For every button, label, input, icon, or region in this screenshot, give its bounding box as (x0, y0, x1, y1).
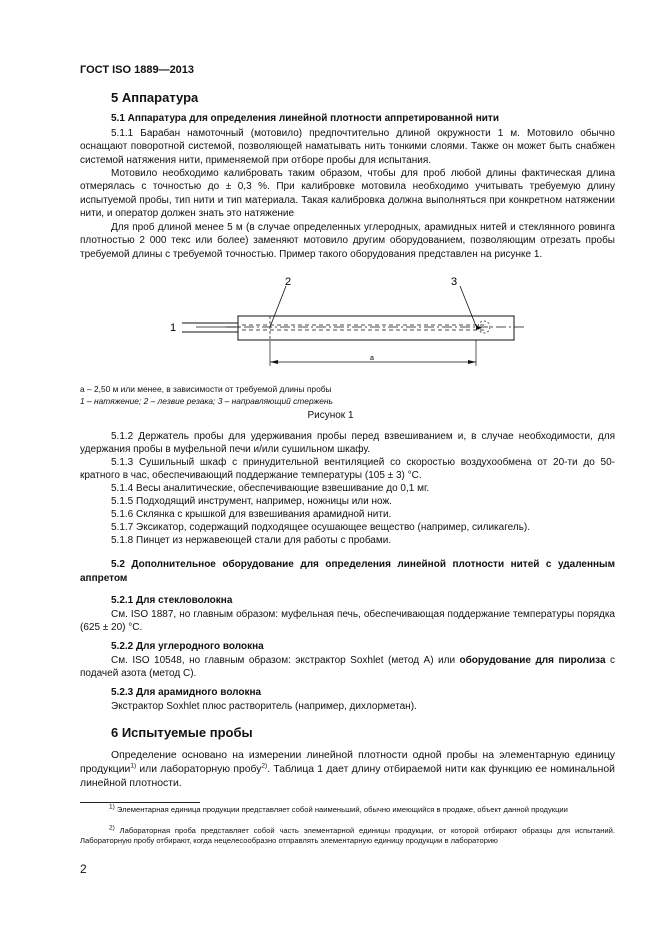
figure-label-1: 1 (170, 322, 177, 334)
footnote-mark-1: 1) (109, 803, 115, 811)
section-5-2-title: 5.2 Дополнительное оборудование для определения линейной плотности нитей с удаленным аппретом (80, 559, 615, 584)
footnote-ref-2: 2) (261, 762, 268, 770)
figure-label-a: a (370, 355, 374, 362)
text-part: или лабораторную пробу (136, 764, 262, 775)
item-5-1-6: 5.1.6 Склянка с крышкой для взвешивания арамидной нити. (111, 509, 392, 520)
dim-arrow-right (468, 360, 476, 364)
footnote-text-2: Лабораторная проба представляет собой часть элементарной единицы продукции, от которой отбирают образцы для испытаний. Лабораторную пробу отбирают, когда нецелесообразно отправлять элементарную единицу продукции в лабораторию (80, 826, 615, 845)
figure-label-2: 2 (285, 276, 292, 288)
text-part: . Таблица 1 дает длину отбираемой нити как функцию ее номинальной линейной плотности. (80, 764, 615, 789)
figure-note-items: 1 – натяжение; 2 – лезвие резака; 3 – направляющий стержень (80, 396, 333, 406)
leader-line-3 (460, 286, 476, 326)
section-6-title: 6 Испытуемые пробы (111, 725, 253, 740)
footnote-separator (80, 802, 200, 803)
paragraph-calibration: Мотовило необходимо калибровать таким образом, чтобы для проб любой длины фактическая длина отмерялась с точностью до ± 0,3 %. При калибровке мотовила необходимо учитывать требуемую длину испытуемой пробы, тип нити и тип материала. Такая калибровка должна выполняться при конкретном натяжении нити, и оператор должен знать это натяжение (80, 168, 615, 219)
page-number: 2 (80, 862, 87, 876)
figure-note-a: a – 2,50 м или менее, в зависимости от требуемой длины пробы (80, 384, 332, 394)
paragraph-5-1-2: 5.1.2 Держатель пробы для удерживания пробы перед взвешиванием и, в случае необходимости, для удержания пробы в муфельной печи и/или сушильном шкафу. (80, 431, 615, 456)
section-5-2-1-text: См. ISO 1887, но главным образом: муфельная печь, обеспечивающая поддержание температуры порядка (625 ± 20) °С. (80, 609, 615, 634)
section-5-2-1-title: 5.2.1 Для стекловолокна (111, 595, 233, 606)
paragraph-5-1-3: 5.1.3 Сушильный шкаф с принудительной вентиляцией со скоростью воздухообмена от 20-ти до 50-кратного в час, обеспечивающий поддержание температуры (105 ± 3) °С. (80, 457, 615, 482)
footnote-mark-2: 2) (109, 824, 115, 832)
section-5-2-3-text: Экстрактор Soxhlet плюс растворитель (например, дихлорметан). (111, 701, 417, 712)
document-header: ГОСТ ISO 1889—2013 (80, 64, 195, 76)
cutter-body (238, 316, 514, 340)
section-5-2-2-title: 5.2.2 Для углеродного волокна (111, 641, 264, 652)
section-5-1-title: 5.1 Аппаратура для определения линейной плотности аппретированной нити (111, 113, 499, 124)
section-5-2-2-text (80, 654, 615, 681)
item-5-1-4: 5.1.4 Весы аналитические, обеспечивающие взвешивание до 0,1 мг. (111, 483, 430, 494)
figure-label-3: 3 (451, 276, 458, 288)
section-5-title: 5 Аппаратура (111, 90, 199, 105)
item-5-1-5: 5.1.5 Подходящий инструмент, например, ножницы или нож. (111, 496, 392, 507)
leader-line-2 (270, 286, 286, 327)
text-part: Определение основано на измерении линейной плотности одной пробы на элементарную единицу продукции (80, 750, 615, 775)
footnote-text-1: Элементарная единица продукции представляет собой наименьший, обычно имеющийся в продаже, объект данной продукции (114, 805, 568, 814)
text-part: См. ISO 10548, но главным образом: экстрактор Soxhlet (метод А) или (111, 655, 460, 666)
figure-1-drawing (160, 272, 530, 372)
footnote-1 (80, 805, 615, 815)
footnote-ref-1: 1) (130, 762, 137, 770)
section-5-2-3-title: 5.2.3 Для арамидного волокна (111, 687, 262, 698)
paragraph-short-samples: Для проб длиной менее 5 м (в случае определенных углеродных, арамидных нитей и стеклянного ровинга плотностью 2 000 текс или более) заменяют мотовило другим оборудованием, позволяющим отрезать пробы требуемой длины с требуемой точностью. Пример такого оборудования представлен на рисунке 1. (80, 222, 615, 260)
dim-arrow-left (270, 360, 278, 364)
item-5-1-7: 5.1.7 Эксикатор, содержащий подходящее осушающее вещество (например, силикагель). (111, 522, 531, 533)
bold-text: оборудование для пиролиза (459, 655, 606, 666)
section-6-paragraph (80, 749, 615, 791)
guide-arrow (476, 325, 482, 330)
item-5-1-8: 5.1.8 Пинцет из нержавеющей стали для работы с пробами. (111, 535, 392, 546)
figure-caption: Рисунок 1 (307, 410, 354, 421)
footnote-2 (80, 826, 615, 846)
text-part: с подачей азота (метод С). (80, 655, 616, 680)
paragraph-5-1-1: 5.1.1 Барабан намоточный (мотовило) предпочтительно длиной окружности 1 м. Мотовило обычно оснащают поворотной системой, позволяющей наматывать нить тонкими слоями. Также он может быть снабжен системой натяжения нити, применяемой при отборе пробы для испытания. (80, 128, 615, 166)
